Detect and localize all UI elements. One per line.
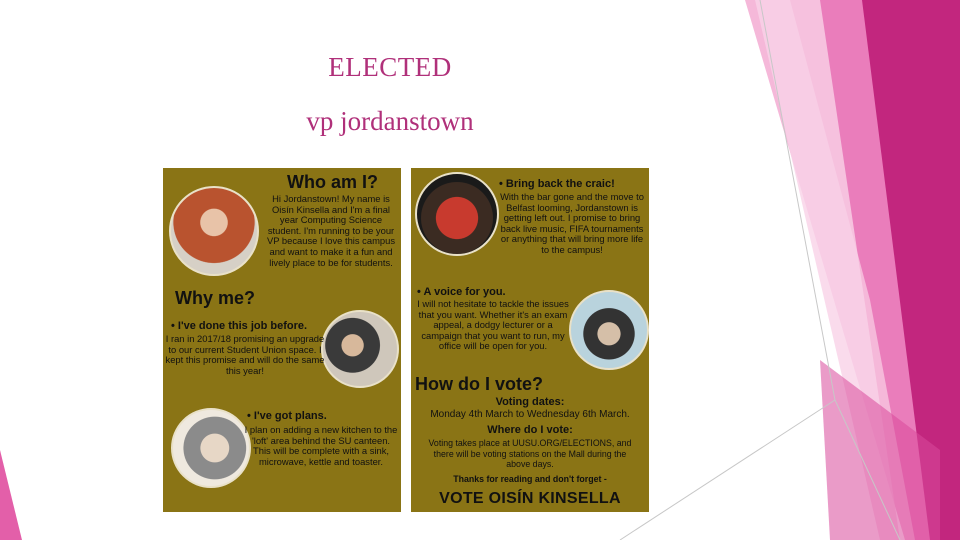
voting-dates-text: Monday 4th March to Wednesday 6th March. [430, 409, 630, 420]
craic-heading: • Bring back the craic! [499, 178, 615, 190]
vote-slogan: VOTE OISÍN KINSELLA [439, 490, 621, 507]
voice-text: I will not hesitate to tackle the issues that you want. Whether it's an exam appeal, a dodgy lecturer or a campaign that you want to run, my office will be open for you. [417, 298, 569, 352]
slide-subtitle: vp jordanstown [306, 106, 474, 136]
how-to-vote-heading: How do I vote? [415, 374, 543, 394]
voice-heading: • A voice for you. [417, 286, 506, 298]
where-vote-text: Voting takes place at UUSU.ORG/ELECTIONS, and there will be voting stations on the Mall during the above days. [428, 438, 632, 470]
team-photo [569, 290, 649, 370]
thin-line-2 [620, 400, 835, 540]
where-vote-heading: Where do I vote: [487, 424, 573, 436]
who-heading: Who am I? [287, 172, 378, 192]
corner-facet [0, 450, 22, 540]
candidate-portrait-photo [169, 186, 259, 276]
who-text: Hi Jordanstown! My name is Oisín Kinsella and I'm a final year Computing Science student. I'm running to be your VP because I love this campus and want to make it a fun and lively place to be for students. [266, 193, 396, 268]
done-job-heading: • I've done this job before. [171, 320, 307, 332]
kitchen-photo [171, 408, 251, 488]
plans-text: I plan on adding a new kitchen to the 'loft' area behind the SU canteen. This will be complete with a sink, microwave, kettle and toaster. [244, 424, 398, 467]
why-heading: Why me? [175, 288, 256, 308]
craic-text: With the bar gone and the move to Belfast looming, Jordanstown is getting left out. I promise to bring back live music, FIFA tournaments or anything that will bring more life to the campus! [500, 191, 644, 255]
poster-left [163, 168, 401, 512]
done-job-text: I ran in 2017/18 promising an upgrade to our current Student Union space. I kept this promise and will do the same this year! [165, 333, 325, 376]
plans-heading: • I've got plans. [247, 410, 327, 422]
poster-right [411, 168, 649, 512]
group-photo [321, 310, 399, 388]
crowd-photo [415, 172, 499, 256]
thanks-text: Thanks for reading and don't forget - [453, 474, 607, 484]
voting-dates-heading: Voting dates: [495, 396, 565, 408]
slide-title: ELECTED [328, 52, 452, 82]
